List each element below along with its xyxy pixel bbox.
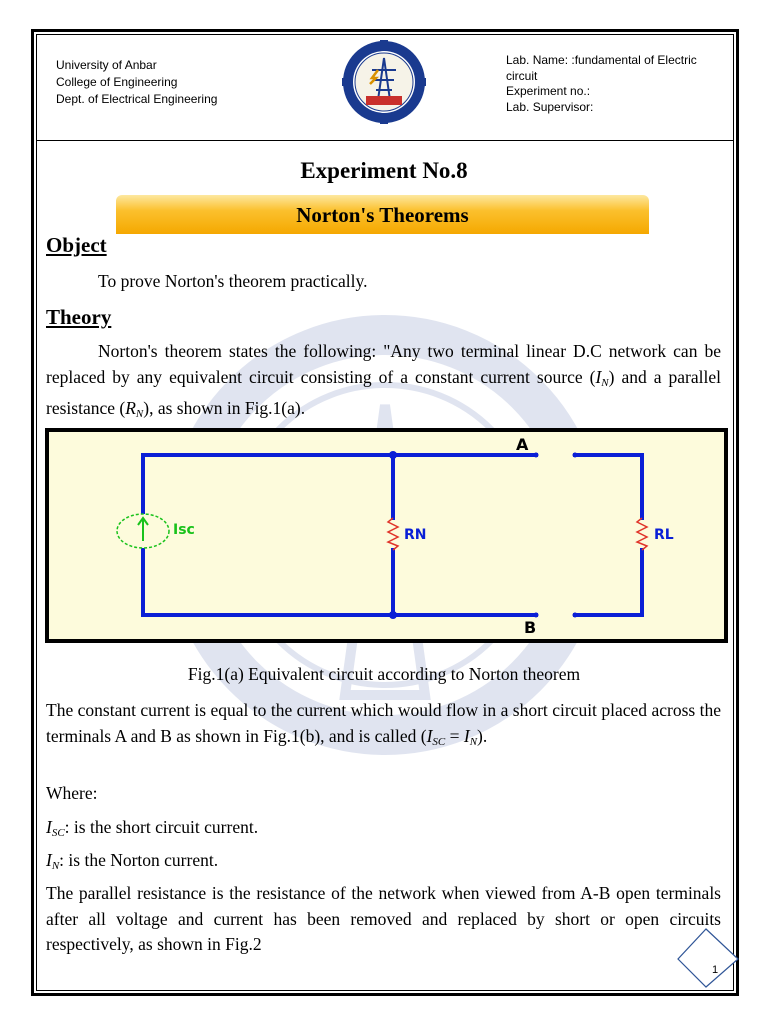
theory-text-2: ) and a parallel resistance ( bbox=[46, 366, 721, 418]
rl-resistor-icon bbox=[637, 518, 647, 550]
in-definition bbox=[46, 848, 721, 880]
symbol-i: I bbox=[595, 366, 602, 387]
short-circuit-paragraph bbox=[46, 698, 721, 755]
terminal-a-label: A bbox=[516, 435, 529, 454]
symbol-i: I bbox=[426, 725, 433, 746]
lab-info-block bbox=[506, 53, 728, 115]
lab-supervisor-label: Lab. Supervisor: bbox=[506, 99, 594, 114]
symbol-i: I bbox=[46, 850, 52, 870]
topic-banner: Norton's Theorems bbox=[116, 195, 649, 234]
symbol-r: R bbox=[125, 398, 136, 418]
lab-name: Lab. Name: :fundamental of Electric circuit bbox=[506, 53, 697, 83]
symbol-n: N bbox=[469, 735, 478, 748]
college-name: College of Engineering bbox=[56, 75, 178, 89]
theory-paragraph bbox=[46, 339, 721, 428]
object-text: To prove Norton's theorem practically. bbox=[98, 271, 368, 291]
where-label: Where: bbox=[46, 783, 98, 803]
symbol-n: N bbox=[135, 408, 144, 420]
in-definition-text: : is the Norton current. bbox=[59, 850, 219, 870]
symbol-sc: SC bbox=[432, 735, 446, 748]
paragraph-text: The constant current is equal to the current which would flow in a short circuit placed across the terminals A and B as shown in Fig.1(b), and is called ( bbox=[46, 700, 721, 746]
theory-text-3: ), as shown in Fig.1(a). bbox=[143, 398, 306, 418]
page-number-diamond-icon bbox=[676, 927, 740, 989]
page-number: 1 bbox=[711, 964, 719, 976]
current-source-icon bbox=[117, 514, 169, 548]
experiment-title: Experiment No.8 bbox=[300, 158, 468, 183]
paragraph-end: ). bbox=[477, 725, 488, 746]
isc-label: Isc bbox=[173, 522, 195, 538]
department-name: Dept. of Electrical Engineering bbox=[56, 92, 218, 106]
norton-circuit-diagram bbox=[45, 428, 728, 643]
symbol-i: I bbox=[46, 817, 52, 837]
symbol-sc: SC bbox=[51, 827, 65, 839]
isc-definition-text: : is the short circuit current. bbox=[64, 817, 259, 837]
department-seal-icon bbox=[342, 40, 426, 124]
isc-definition bbox=[46, 815, 721, 847]
equals-sign: = bbox=[445, 725, 464, 746]
theory-text-1: Norton's theorem states the following: "Any two terminal linear D.C network can be replaced by any equivalent circuit consisting of a constant current source ( bbox=[46, 341, 721, 387]
object-heading: Object bbox=[46, 233, 107, 257]
parallel-resistance-paragraph: The parallel resistance is the resistance of the network when viewed from A-B open terminals after all voltage and current has been removed and replaced by short or open circuits respectively, as shown in Fig.2 bbox=[46, 883, 721, 954]
rn-label: RN bbox=[404, 527, 427, 543]
terminal-b-label: B bbox=[524, 618, 537, 637]
symbol-n: N bbox=[601, 376, 609, 389]
symbol-i: I bbox=[463, 725, 470, 746]
symbol-n: N bbox=[51, 860, 60, 872]
university-name: University of Anbar bbox=[56, 58, 157, 72]
theory-heading: Theory bbox=[46, 305, 112, 329]
header-divider bbox=[36, 140, 734, 141]
experiment-number-label: Experiment no.: bbox=[506, 84, 591, 98]
rn-resistor-icon bbox=[388, 518, 398, 550]
institution-block bbox=[56, 57, 217, 108]
figure-caption: Fig.1(a) Equivalent circuit according to Norton theorem bbox=[187, 664, 581, 684]
rl-label: RL bbox=[654, 527, 674, 543]
